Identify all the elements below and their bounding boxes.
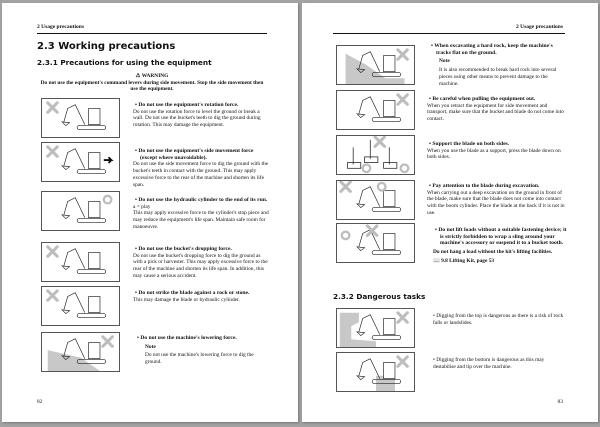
lifting-kit-link[interactable] [433, 258, 567, 265]
item-heading: • Support the blade on both sides. [429, 141, 510, 147]
subsection-title: 2.3.1 Precautions for using the equipment [37, 58, 212, 67]
item-lifting [433, 227, 567, 265]
illustration-hydraulic-cylinder [41, 191, 120, 231]
note-label: Note [439, 58, 450, 65]
item-blade-support [427, 141, 567, 161]
item-body: This may apply excessive force to the cylinder's stop piece and may reduce the equipment's life span. Maintain safe room for manoeuvre. [133, 210, 269, 230]
item-body: Do not hang a load without the kit's lifting facilities. [433, 249, 553, 256]
item-heading: • Do not strike the blade against a rock or stone. [135, 290, 250, 296]
illustration-dropping-force [41, 242, 120, 282]
danger-digging-bottom [433, 357, 567, 370]
section-title: 2.3 Working precautions [37, 41, 176, 52]
page-number: 82 [37, 399, 43, 405]
item-heading: • Do not use the equipment's rotation force. [135, 102, 239, 108]
item-dropping-force [133, 246, 271, 280]
book-icon: 📖 [433, 257, 440, 264]
item-heading: • Do not use the machine's lowering force. [137, 335, 237, 341]
illustration-side-movement [41, 142, 120, 182]
item-body: This may damage the blade or hydraulic cylinder. [133, 296, 240, 303]
item-blade-strike [133, 290, 271, 303]
illustration-hard-rock [336, 45, 415, 85]
illustration-rotation [41, 98, 120, 138]
item-hydraulic-cylinder [133, 197, 271, 231]
illustration-digging-bottom [336, 352, 415, 392]
danger-text: Digging from the bottom is dangerous as this may destabilise and tip over the machine. [433, 357, 545, 370]
warning-block [37, 73, 267, 93]
item-heading: • Do not use the bucket's dropping force. [135, 246, 232, 252]
header-rule [333, 33, 565, 34]
item-body: Do not use the side movement force to dig the ground with the bucket's teeth in contact with the ground. This may apply excessive force to the rear of the machine and shorten its life span. [133, 161, 269, 188]
danger-text: Digging from the top is dangerous as there is a risk of rock falls or landslides. [433, 313, 564, 326]
item-heading: • Pay attention to the blade during excavation. [429, 183, 540, 189]
illustration-lowering-force [41, 332, 120, 372]
bullet: • [433, 313, 437, 319]
item-blade-excavation [427, 183, 567, 217]
item-body: When you retract the equipment for side movement and transport, make sure that the bucket and blade do not come into contact. [427, 102, 564, 123]
item-body: It is also recommended to break hard rock into several pieces using other means to prevent damage to the machine. [439, 67, 557, 87]
illustration-lifting [336, 223, 415, 263]
right-page [302, 3, 598, 422]
item-heading: • When excavating a hard rock, keep the machine's tracks flat on the ground. [431, 43, 553, 56]
item-heading: • Do not lift loads without a suitable fastening device; it is strictly forbidden to wrap a sling around your machine's accessory or suspend it to a bucket tooth. [435, 227, 567, 247]
item-body: Do not use the rotation force to level the ground or break a wall. Do not use the bucket's teeth to dig the ground during rotation. This may damage the equipment. [133, 108, 261, 129]
item-pulling-out [427, 96, 567, 123]
illustration-pulling-out [336, 90, 415, 130]
note-label: Note [145, 343, 156, 350]
subsection-title: 2.3.2 Dangerous tasks [333, 292, 426, 301]
illustration-blade-strike [41, 286, 120, 326]
item-extra: a = play [133, 203, 151, 210]
page-number: 83 [557, 399, 563, 405]
illustration-blade-excavation [336, 180, 415, 220]
item-body: When carrying out a deep excavation on the ground in front of the blade, make sure that the blade does not come into contact with the boom cylinder. Place the blade at the back if it is not in use. [427, 189, 565, 216]
item-hard-rock [429, 43, 567, 87]
header-rule [37, 33, 267, 34]
item-heading: • Be careful when pulling the equipment out. [429, 96, 536, 102]
warning-label: WARNING [141, 73, 169, 79]
item-heading: • Do not use the equipment's side movement force (except where unavoidable). [135, 148, 254, 161]
link-text: 9.8 Lifting Kit, page 53 [441, 257, 495, 264]
item-side-movement [133, 148, 271, 188]
item-lowering-force [135, 335, 271, 366]
bullet: • [433, 357, 437, 363]
warning-icon: ⚠ [135, 73, 141, 79]
item-body: When you use the blade as a support, press the blade down on both sides. [427, 147, 561, 161]
illustration-digging-top [336, 308, 415, 348]
danger-digging-top [433, 313, 567, 326]
running-header: 2 Usage precautions [516, 24, 563, 30]
item-rotation [133, 102, 271, 129]
left-page [2, 3, 298, 422]
item-body: Do not use the machine's lowering force to dig the ground. [145, 352, 254, 366]
running-header: 2 Usage precautions [37, 24, 84, 30]
item-heading: • Do not use the hydraulic cylinder to the end of its run. [135, 197, 268, 203]
item-body: Do not use the bucket's dropping force to dig the ground as with a pick or harvester. This may apply excessive force to the rear of the machine and shorten its life span. In addition, this may cause a serious accident. [133, 252, 268, 279]
warning-text: Do not use the equipment's command levers during side movement. Stop the side movement then use the equipment. [40, 79, 264, 93]
illustration-blade-support [336, 135, 415, 175]
